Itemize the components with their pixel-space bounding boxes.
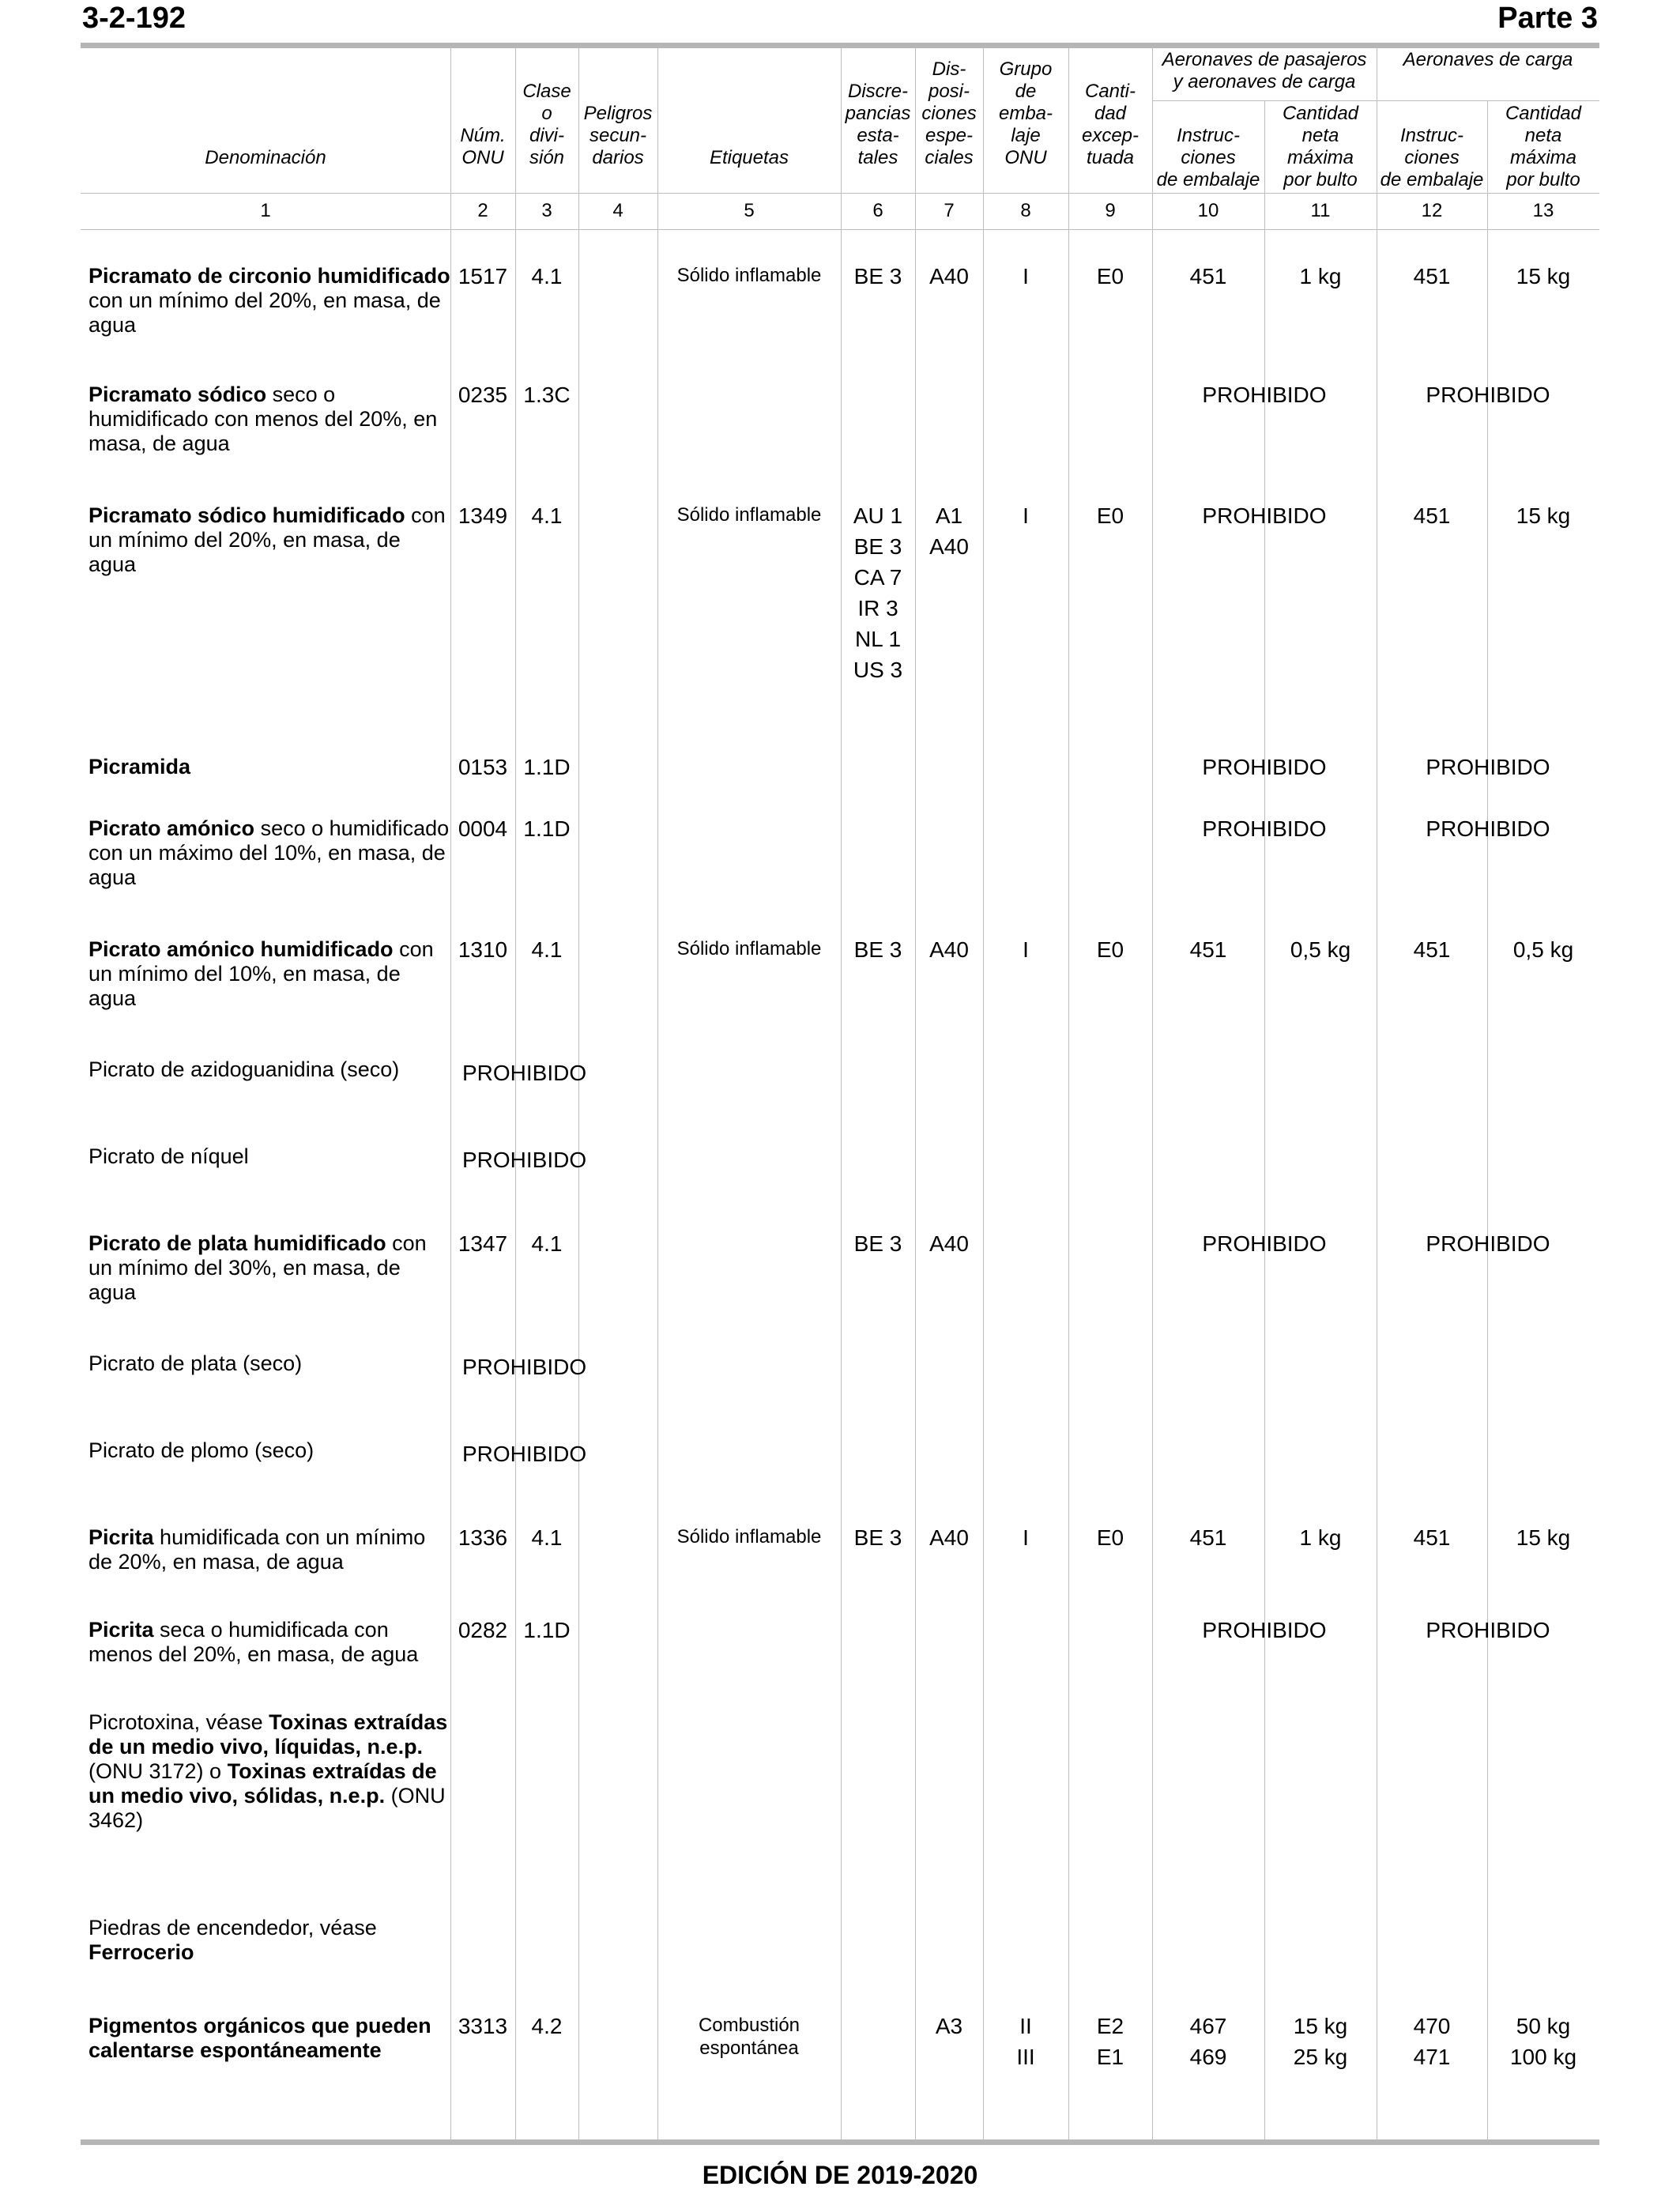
column-number: 9 (1105, 200, 1116, 221)
cell-pg: II III (1016, 2014, 1035, 2069)
cell-qty-cao: 15 kg (1516, 1525, 1571, 1550)
substance-name-part: Toxinas extraídas de un medio vivo, líquidas, n.e.p. (89, 1710, 448, 1759)
cell-label: Sólido inflamable (676, 1526, 822, 1547)
prohibited-cao: PROHIBIDO (1426, 755, 1550, 779)
header-denominacion: Denominación (205, 147, 326, 168)
column-divider (1152, 48, 1153, 2139)
cell-disp: A40 (929, 264, 969, 288)
column-number: 7 (944, 200, 955, 221)
column-number: 3 (541, 200, 552, 221)
substance-name (89, 264, 450, 337)
header-num-onu: Núm. ONU (460, 125, 506, 168)
substance-name-part: seco o humidificado con un máximo del 10%, en masa, de agua (89, 816, 450, 889)
cell-qty-cao: 15 kg (1516, 264, 1571, 288)
substance-name-part: Picrato de azidoguanidina (seco) (89, 1057, 400, 1081)
part-label: Parte 3 (1497, 2, 1598, 35)
cell-disp: A40 (929, 1231, 969, 1256)
prohibited-cao: PROHIBIDO (1426, 383, 1550, 407)
substance-name (89, 816, 450, 890)
cell-qty-cao: 50 kg 100 kg (1509, 2014, 1577, 2069)
header-etiquetas: Etiquetas (709, 147, 789, 168)
header-grupo: Grupo de emba- laje ONU (998, 58, 1053, 168)
cell-disc: BE 3 (853, 937, 902, 962)
cell-eq: E2 E1 (1096, 2014, 1124, 2069)
cell-label: Sólido inflamable (676, 265, 822, 286)
column-number: 11 (1310, 200, 1331, 221)
cell-cls: 1.1D (523, 1618, 571, 1642)
prohibited-transport: PROHIBIDO (462, 1442, 587, 1466)
header-peligros: Peligros secun- darios (583, 103, 653, 168)
cell-cls: 4.1 (531, 1525, 563, 1550)
cell-disc: BE 3 (853, 1525, 902, 1550)
substance-name-part: Pigmentos orgánicos que pueden calentarse espontáneamente (89, 2014, 431, 2062)
cell-pg: I (1023, 1525, 1029, 1550)
cell-label: Sólido inflamable (676, 504, 822, 526)
cell-un: 0004 (458, 816, 508, 841)
prohibited-pax: PROHIBIDO (1202, 816, 1327, 841)
substance-name-part: Picrato de níquel (89, 1144, 249, 1168)
substance-name-part: con un mínimo del 20%, en masa, de agua (89, 503, 446, 576)
cell-un: 0235 (458, 383, 508, 407)
prohibited-pax: PROHIBIDO (1202, 1618, 1327, 1642)
column-divider (657, 48, 658, 2139)
top-rule (81, 43, 1599, 48)
column-divider (983, 48, 984, 2139)
column-number: 1 (260, 200, 271, 221)
prohibited-cao: PROHIBIDO (1426, 816, 1550, 841)
cell-disc: BE 3 (853, 264, 902, 288)
substance-name-part: Picrita (89, 1525, 154, 1549)
cell-cls: 1.1D (523, 755, 571, 779)
cell-label: Combustión espontánea (698, 2015, 800, 2059)
column-divider (915, 48, 916, 2139)
substance-name (89, 1916, 450, 1965)
cell-un: 1349 (458, 503, 508, 528)
cell-qty-cao: 15 kg (1516, 503, 1571, 528)
header-discrepancias: Discre- pancias esta- tales (845, 81, 911, 168)
substance-name-part: seca o humidificada con menos del 20%, en masa, de agua (89, 1618, 419, 1666)
column-number: 8 (1020, 200, 1031, 221)
substance-name (89, 937, 450, 1011)
substance-name (89, 1525, 450, 1574)
substance-name-part: (ONU 3172) o (89, 1759, 228, 1783)
cell-cls: 4.1 (531, 1231, 563, 1256)
substance-name (89, 1144, 450, 1169)
cell-un: 0282 (458, 1618, 508, 1642)
prohibited-transport: PROHIBIDO (462, 1355, 587, 1379)
cell-un: 1347 (458, 1231, 508, 1256)
cell-disp: A1 A40 (929, 503, 969, 559)
column-divider (841, 48, 842, 2139)
prohibited-cao: PROHIBIDO (1426, 1231, 1550, 1256)
cell-pg: I (1023, 503, 1029, 528)
cell-eq: E0 (1096, 264, 1124, 288)
cell-cls: 4.1 (531, 264, 563, 288)
cell-cls: 1.3C (523, 383, 571, 407)
substance-name (89, 1057, 450, 1082)
cell-cls: 4.2 (531, 2014, 563, 2038)
header-cantidad-exceptuada: Canti- dad excep- tuada (1081, 81, 1139, 168)
cell-pi-cao: 451 (1413, 1525, 1451, 1550)
column-divider (515, 48, 516, 2139)
substance-name-part: Picrato amónico humidificado (89, 937, 394, 961)
prohibited-pax: PROHIBIDO (1202, 503, 1327, 528)
column-number: 6 (872, 200, 883, 221)
cell-qty-cao: 0,5 kg (1512, 937, 1574, 962)
substance-name (89, 1231, 450, 1305)
column-number: 13 (1532, 200, 1554, 221)
cell-un: 0153 (458, 755, 508, 779)
substance-name-part: Picrato de plata (seco) (89, 1351, 303, 1375)
cell-eq: E0 (1096, 503, 1124, 528)
substance-name-part: Picramida (89, 755, 191, 778)
substance-name-part: Picrato de plata humidificado (89, 1231, 386, 1255)
substance-name (89, 755, 450, 779)
header-instrucciones-cao: Instruc- ciones de embalaje (1380, 125, 1484, 190)
substance-name-part: Picrato de plomo (seco) (89, 1438, 315, 1462)
substance-name-part: humidificada con un mínimo de 20%, en masa, de agua (89, 1525, 426, 1574)
column-number: 12 (1421, 200, 1443, 221)
cell-eq: E0 (1096, 1525, 1124, 1550)
column-number: 4 (612, 200, 623, 221)
substance-name-part: Picramato de circonio humidificado (89, 264, 450, 288)
substance-name-part: Picrita (89, 1618, 154, 1642)
number-row-rule (81, 229, 1599, 230)
column-divider (578, 48, 579, 2139)
column-divider (450, 48, 451, 2139)
header-cantidad-neta-pax: Cantidad neta máxima por bulto (1282, 103, 1359, 190)
substance-name-part: con un mínimo del 30%, en masa, de agua (89, 1231, 427, 1304)
prohibited-pax: PROHIBIDO (1202, 755, 1327, 779)
substance-name (89, 1618, 450, 1667)
substance-name-part: Picramato sódico (89, 383, 267, 406)
page-number: 3-2-192 (82, 2, 186, 35)
cell-disp: A40 (929, 937, 969, 962)
substance-name-part: Toxinas extraídas de un medio vivo, sólidas, n.e.p. (89, 1759, 437, 1808)
substance-name-part: Ferrocerio (89, 1940, 194, 1964)
substance-name-part: Picramato sódico humidificado (89, 503, 405, 527)
cell-pi-cao: 451 (1413, 937, 1451, 962)
column-number: 5 (744, 200, 755, 221)
cell-qty-pax: 0,5 kg (1290, 937, 1351, 962)
substance-name (89, 1351, 450, 1376)
cell-un: 1310 (458, 937, 508, 962)
substance-name-part: Picrotoxina, véase (89, 1710, 269, 1734)
prohibited-pax: PROHIBIDO (1202, 1231, 1327, 1256)
substance-name-part: (ONU 3462) (89, 1784, 446, 1832)
column-number: 10 (1197, 200, 1219, 221)
header-group-carga: Aeronaves de carga (1403, 49, 1573, 70)
substance-name-part: Piedras de encendedor, véase (89, 1916, 377, 1940)
header-group-pasajeros: Aeronaves de pasajeros y aeronaves de carga (1162, 49, 1367, 92)
header-instrucciones-pax: Instruc- ciones de embalaje (1156, 125, 1260, 190)
group-header-underline (1152, 100, 1599, 101)
header-cantidad-neta-cao: Cantidad neta máxima por bulto (1505, 103, 1582, 190)
substance-name (89, 1710, 450, 1833)
cell-un: 3313 (458, 2014, 508, 2038)
prohibited-pax: PROHIBIDO (1202, 383, 1327, 407)
prohibited-transport: PROHIBIDO (462, 1148, 587, 1172)
cell-pi-cao: 470 471 (1413, 2014, 1451, 2069)
column-number: 2 (477, 200, 488, 221)
cell-cls: 4.1 (531, 503, 563, 528)
cell-pi-pax: 451 (1189, 1525, 1227, 1550)
cell-pi-pax: 451 (1189, 264, 1227, 288)
substance-name-part: Picrato amónico (89, 816, 255, 840)
substance-name-part: con un mínimo del 20%, en masa, de agua (89, 288, 441, 337)
substance-name (89, 1438, 450, 1463)
cell-disc: AU 1 BE 3 CA 7 IR 3 NL 1 US 3 (853, 503, 903, 682)
cell-disp: A3 (935, 2014, 963, 2038)
cell-pg: I (1023, 937, 1029, 962)
substance-name (89, 383, 450, 456)
prohibited-cao: PROHIBIDO (1426, 1618, 1550, 1642)
cell-pi-pax: 467 469 (1189, 2014, 1227, 2069)
cell-cls: 4.1 (531, 937, 563, 962)
cell-pg: I (1023, 264, 1029, 288)
cell-disp: A40 (929, 1525, 969, 1550)
cell-pi-cao: 451 (1413, 503, 1451, 528)
bottom-rule (81, 2139, 1599, 2145)
cell-pi-cao: 451 (1413, 264, 1451, 288)
header-rule (81, 193, 1599, 194)
cell-label: Sólido inflamable (676, 938, 822, 959)
substance-name (89, 2014, 450, 2063)
cell-qty-pax: 1 kg (1299, 1525, 1342, 1550)
cell-qty-pax: 1 kg (1299, 264, 1342, 288)
edition-footer: EDICIÓN DE 2019-2020 (702, 2161, 978, 2189)
cell-pi-pax: 451 (1189, 937, 1227, 962)
column-divider (1068, 48, 1069, 2139)
substance-name (89, 503, 450, 577)
prohibited-transport: PROHIBIDO (462, 1061, 587, 1085)
cell-eq: E0 (1096, 937, 1124, 962)
cell-cls: 1.1D (523, 816, 571, 841)
header-disposiciones: Dis- posi- ciones espe- ciales (921, 58, 977, 168)
substance-name-part: seco o humidificado con menos del 20%, en masa, de agua (89, 383, 438, 455)
cell-un: 1336 (458, 1525, 508, 1550)
cell-disc: BE 3 (853, 1231, 902, 1256)
cell-un: 1517 (458, 264, 508, 288)
header-clase: Clase o divi- sión (522, 81, 571, 168)
cell-qty-pax: 15 kg 25 kg (1293, 2014, 1348, 2069)
substance-name-part: con un mínimo del 10%, en masa, de agua (89, 937, 434, 1010)
